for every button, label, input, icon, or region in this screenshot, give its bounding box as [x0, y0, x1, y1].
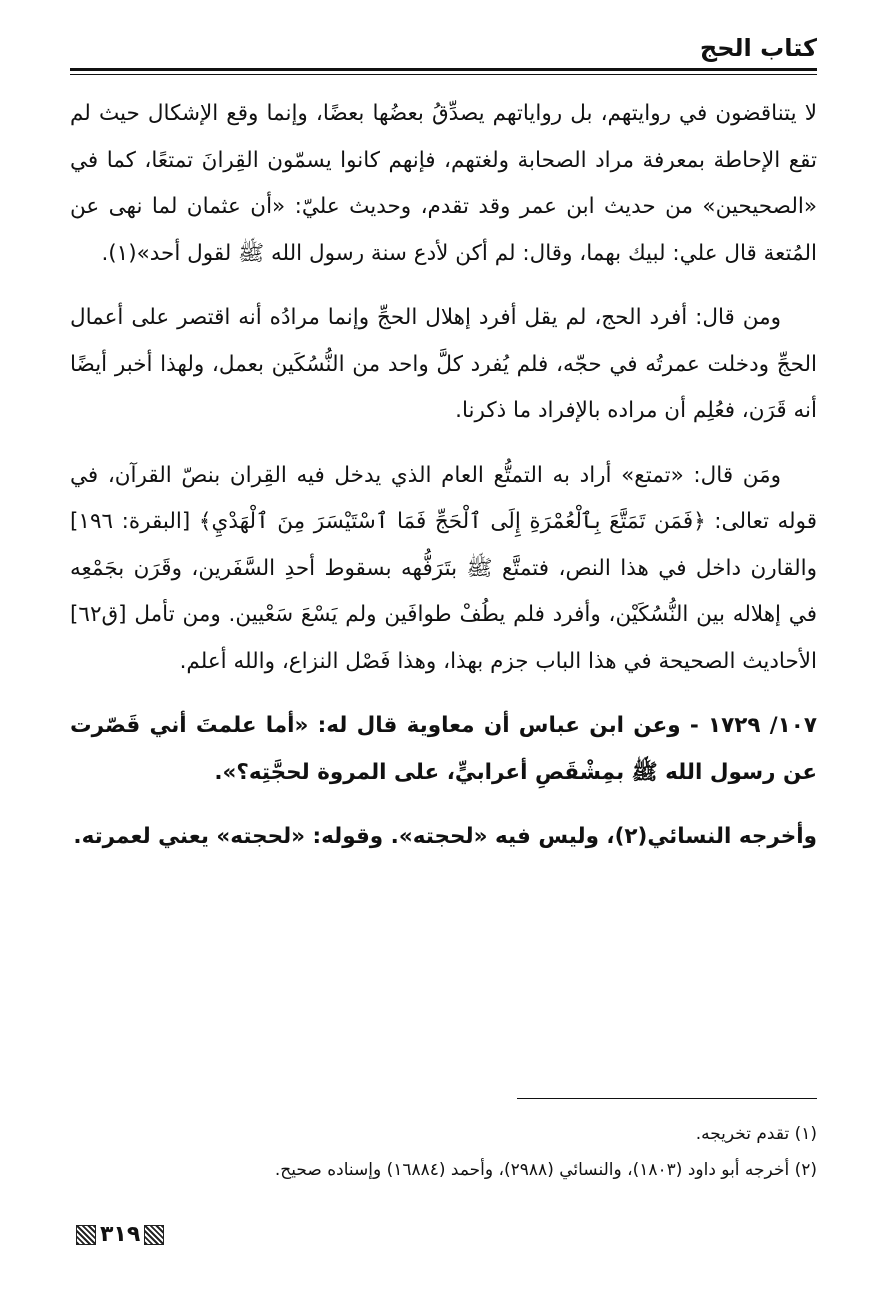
footnote-2: (٢) أخرجه أبو داود (١٨٠٣)، والنسائي (٢٩٨٨)، وأحمد (١٦٨٨٤) وإسناده صحيح.	[274, 1160, 817, 1180]
running-header-title: كتاب الحج	[699, 34, 817, 62]
footnotes	[70, 1116, 817, 1188]
paragraph-1: لا يتناقضون في روايتهم، بل رواياتهم يصدِّقُ بعضُها بعضًا، وإنما وقع الإشكال حيث لم تقع الإحاطة بمعرفة مراد الصحابة ولغتهم، فإنهم كانوا يسمّون القِرانَ تمتعًا، كما في «الصحيحين» من حديث ابن عمر وقد تقدم، وحديث عليّ: «أن عثمان لما نهى عن المُتعة قال علي: لبيك بهما، وقال: لم أكن لأدع سنة رسول الله ﷺ لقول أحد»(١).	[70, 101, 817, 266]
page-content	[70, 30, 817, 861]
ornament-icon	[76, 1225, 96, 1245]
hadith-text: ١٠٧/ ١٧٢٩ - وعن ابن عباس أن معاوية قال له: «أما علمتَ أني قَصّرت عن رسول الله ﷺ بمِشْقَصِ أعرابيٍّ، على المروة لحجَّتِه؟».	[70, 713, 817, 785]
ornament-icon	[144, 1225, 164, 1245]
page-number-value: ٣١٩	[100, 1222, 141, 1247]
paragraph-2: ومن قال: أفرد الحج، لم يقل أفرد إهلال الحجِّ وإنما مرادُه أنه اقتصر على أعمال الحجِّ ودخلت عمرتُه في حجّه، فلم يُفرد كلَّ واحد من النُّسُكَين بعمل، ولهذا أخبر أيضًا أنه قَرَن، فعُلِم أن مراده بالإفراد ما ذكرنا.	[70, 305, 817, 423]
page-number	[76, 1222, 164, 1247]
footnote-rule	[517, 1098, 817, 1099]
header-rule	[70, 68, 817, 75]
takhrij-text: وأخرجه النسائي(٢)، وليس فيه «لحجته». وقوله: «لحجته» يعني لعمرته.	[73, 824, 817, 849]
footnote-1: (١) تقدم تخريجه.	[695, 1124, 817, 1144]
main-text	[70, 91, 817, 861]
paragraph-3: ومَن قال: «تمتع» أراد به التمتُّع العام الذي يدخل فيه القِران بنصّ القرآن، في قوله تعالى: ﴿فَمَن تَمَتَّعَ بِٱلْعُمْرَةِ إِلَى ٱلْحَجِّ فَمَا ٱسْتَيْسَرَ مِنَ ٱلْهَدْيِ﴾ [البقرة: ١٩٦] والقارن داخل في هذا النص، فتمتَّع ﷺ بتَرَفُّهه بسقوط أحدِ السَّفَرين، وقَرَن بجَمْعِه في إهلاله بين النُّسُكَيْن، وأفرد فلم يطُفْ طوافَين ولم يَسْعَ سَعْيين. ومن تأمل [ق٦٢] الأحاديث الصحيحة في هذا الباب جزم بهذا، وهذا فَصْل النزاع، والله أعلم.	[70, 462, 817, 674]
